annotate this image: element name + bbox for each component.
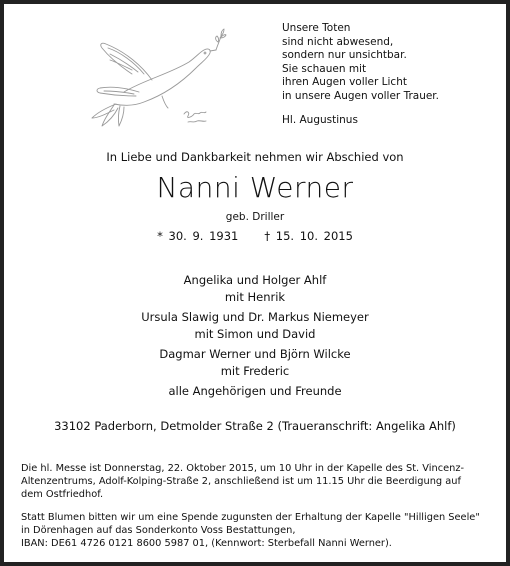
notice-line: Altenzentrums, Adolf-Kolping-Straße 2, anschließend ist um 11.15 Uhr die Beerdigung auf (21, 475, 461, 487)
poem-line: ihren Augen voller Licht (282, 76, 407, 89)
donation-notice (21, 512, 495, 550)
birth-name: geb. Driller (225, 211, 285, 223)
life-dates (4, 229, 506, 243)
mass-notice (21, 463, 495, 501)
mourners-list (4, 272, 506, 404)
dove-drawing-icon (84, 22, 234, 132)
birth-date: * 30. 9. 1931 (157, 229, 239, 243)
mourner-line: Ursula Slawig und Dr. Markus Niemeyer (141, 310, 369, 324)
mourner-group (4, 309, 506, 342)
mourner-group (4, 272, 506, 305)
notice-line: Statt Blumen bitten wir um eine Spende zugunsten der Erhaltung der Kapelle "Hilligen Seele" (21, 512, 480, 523)
death-date: † 15. 10. 2015 (264, 229, 353, 243)
mourner-group (4, 383, 506, 400)
mourner-line: Dagmar Werner und Björn Wilcke (159, 347, 351, 361)
mourner-line: alle Angehörigen und Freunde (168, 384, 342, 398)
poem-line: sondern nur unsichtbar. (282, 49, 407, 62)
mourner-line: mit Frederic (220, 363, 290, 378)
mourner-line: mit Simon und David (194, 326, 316, 341)
intro-text: In Liebe und Dankbarkeit nehmen wir Abschied von (106, 150, 404, 164)
mourning-address: 33102 Paderborn, Detmolder Straße 2 (Traueranschrift: Angelika Ahlf) (54, 419, 456, 433)
poem-line: sind nicht abwesend, (282, 35, 394, 48)
mourner-line: mit Henrik (224, 289, 286, 304)
mourner-line: Angelika und Holger Ahlf (183, 273, 327, 287)
poem (282, 22, 439, 104)
notice-line: Die hl. Messe ist Donnerstag, 22. Oktober 2015, um 10 Uhr in der Kapelle des St. Vincenz- (21, 463, 465, 474)
poem-line: Sie schauen mit (282, 62, 367, 75)
deceased-name: Nanni Werner (156, 171, 354, 204)
poem-author: Hl. Augustinus (282, 114, 358, 126)
poem-line: Unsere Toten (282, 22, 351, 34)
notice-line: IBAN: DE61 4726 0121 8600 5987 01, (Kennwort: Sterbefall Nanni Werner). (21, 537, 392, 549)
notice-line: in Dörenhagen auf das Sonderkonto Voss Bestattungen, (21, 524, 296, 536)
poem-line: in unsere Augen voller Trauer. (282, 89, 440, 102)
notice-line: dem Ostfriedhof. (21, 488, 104, 500)
mourner-group (4, 346, 506, 379)
